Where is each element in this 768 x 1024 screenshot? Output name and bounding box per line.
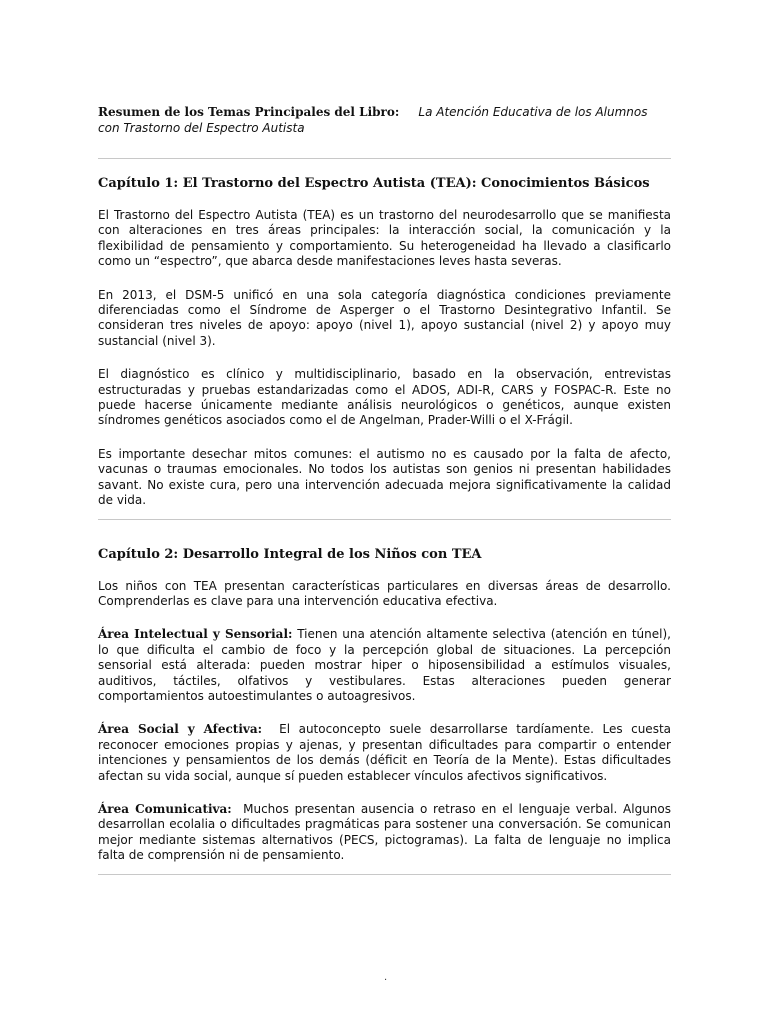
- book-title: La Atención Educativa de los Alumnos con Trastorno del Espectro Autista: [98, 105, 648, 135]
- chapter-2-heading: Capítulo 2: Desarrollo Integral de los Niños con TEA: [98, 546, 482, 562]
- chapter-1-paragraph: En 2013, el DSM-5 unificó en una sola categoría diagnóstica condiciones previamente diferenciadas como el Síndrome de Asperger o el Trastorno Desintegrativo Infantil. Se consideran tres niveles de apoyo: apoyo (nivel 1), apoyo sustancial (nivel 2) y apoyo muy sustancial (nivel 3).: [98, 287, 671, 348]
- document-title: [98, 104, 658, 136]
- document-title-label: Resumen de los Temas Principales del Libro:: [98, 105, 400, 119]
- document-page: [98, 104, 671, 875]
- section-divider: [98, 519, 671, 520]
- area-paragraph-intellectual: [98, 627, 671, 704]
- area-text-intellectual: Tienen una atención altamente selectiva (atención en túnel), lo que dificulta el cambio de foco y la percepción global de situaciones. La percepción sensorial está alterada: pueden mostrar hiper o hiposensibilidad a estímulos visuales, auditivos, táctiles, olfativos y vestibulares. Estas alteraciones pueden generar comportamientos autoestimulantes o autoagresivos.: [98, 627, 671, 703]
- chapter-1-paragraph: Es importante desechar mitos comunes: el autismo no es causado por la falta de afecto, vacunas o traumas emocionales. No todos los autistas son genios ni presentan habilidades savant. No existe cura, pero una intervención adecuada mejora significativamente la calidad de vida.: [98, 446, 671, 508]
- chapter-1-heading: Capítulo 1: El Trastorno del Espectro Autista (TEA): Conocimientos Básicos: [98, 176, 650, 191]
- page-marker: .: [384, 972, 388, 983]
- chapter-1-paragraph: El Trastorno del Espectro Autista (TEA) es un trastorno del neurodesarrollo que se manifiesta con alteraciones en tres áreas principales: la interacción social, la comunicación y la flexibilidad de pensamiento y comportamiento. Su heterogeneidad ha llevado a clasificarlo como un “espectro”, que abarca desde manifestaciones leves hasta severas.: [98, 208, 671, 269]
- section-divider: [98, 158, 671, 159]
- area-text-social: El autoconcepto suele desarrollarse tardíamente. Les cuesta reconocer emociones propias y ajenas, y presentan dificultades para compartir o entender intenciones y pensamientos de los demás (déficit en Teoría de la Mente). Estas dificultades afectan su vida social, aunque sí pueden establecer vínculos afectivos significativos.: [98, 722, 672, 783]
- area-title-communicative: Área Comunicativa:: [98, 801, 232, 816]
- chapter-1-paragraph: El diagnóstico es clínico y multidisciplinario, basado en la observación, entrevistas estructuradas y pruebas estandarizadas como el ADOS, ADI-R, CARS y FOSPAC-R. Este no puede hacerse únicamente mediante análisis neurológicos o genéticos, aunque existen síndromes genéticos asociados como el de Angelman, Prader-Willi o el X-Frágil.: [98, 367, 671, 428]
- area-paragraph-social: [98, 722, 671, 784]
- section-divider: [98, 874, 671, 875]
- chapter-2-intro: Los niños con TEA presentan características particulares en diversas áreas de desarrollo. Comprenderlas es clave para una intervención educativa efectiva.: [98, 578, 671, 608]
- area-text-communicative: Muchos presentan ausencia o retraso en el lenguaje verbal. Algunos desarrollan ecolalia o dificultades pragmáticas para sostener una conversación. Se comunican mejor mediante sistemas alternativos (PECS, pictogramas). La falta de lenguaje no implica falta de comprensión ni de pensamiento.: [98, 801, 671, 863]
- area-paragraph-communicative: [98, 802, 671, 864]
- area-title-social: Área Social y Afectiva:: [98, 722, 263, 737]
- area-title-intellectual: Área Intelectual y Sensorial:: [98, 627, 293, 642]
